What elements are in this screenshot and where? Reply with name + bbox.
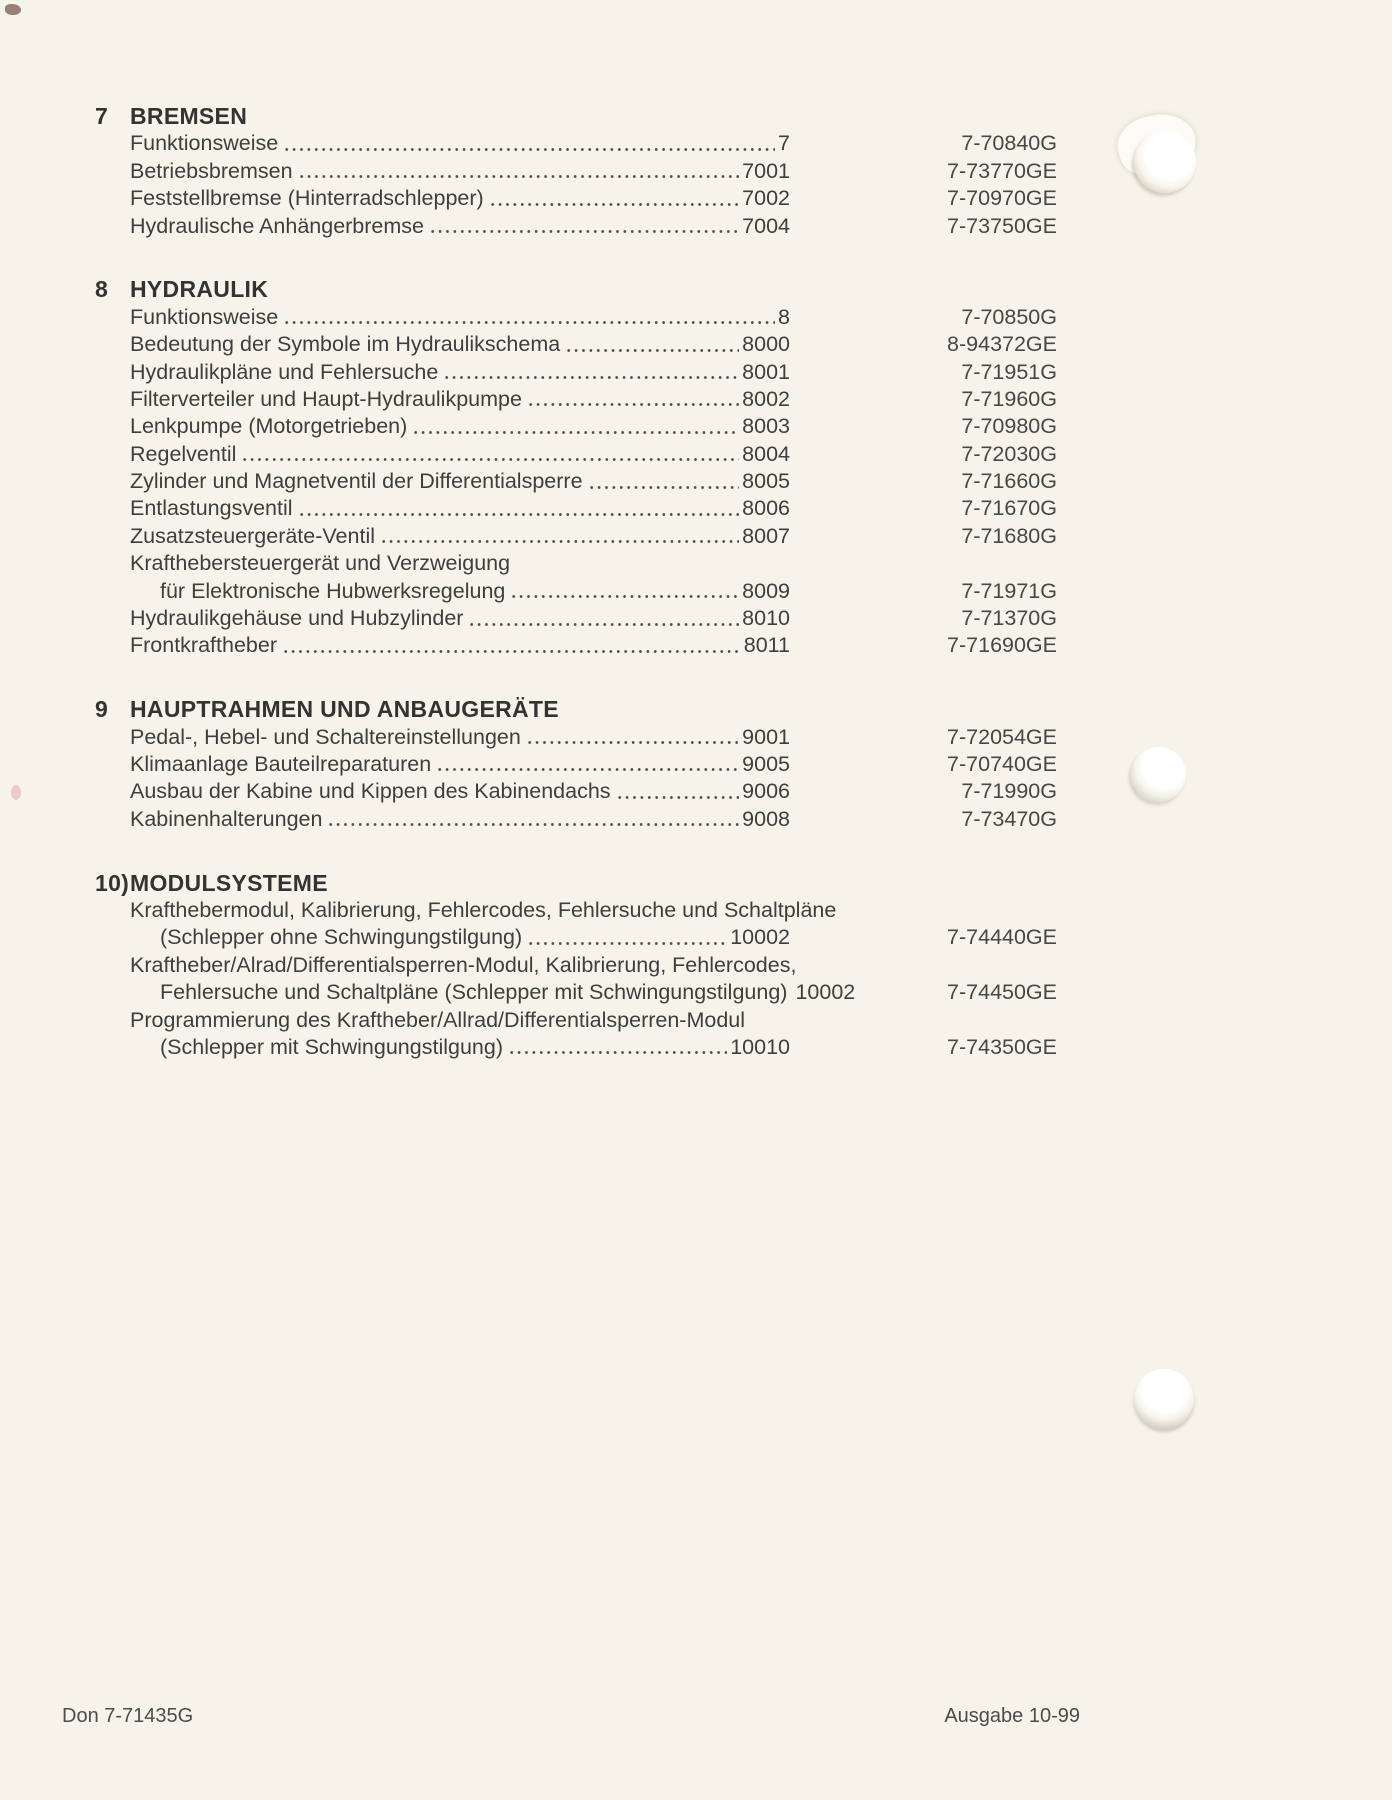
toc-entry-line [95,550,790,577]
entry-title: Hydraulikgehäuse und Hubzylinder [130,606,464,631]
toc-entry-line [95,495,790,522]
toc-row [95,441,1325,468]
entry-doc-code: 7-70850G [961,304,1057,329]
toc-row [95,130,1325,157]
entry-doc-code: 7-71670G [961,496,1057,521]
section-number: 7 [95,103,109,129]
toc-entry-line [95,632,790,659]
entry-doc-code: 7-71370G [961,606,1057,631]
dot-leader [298,158,740,185]
entry-title: Kabinenhalterungen [130,806,323,831]
entry-doc-code: 7-74450GE [947,980,1057,1005]
toc-row [95,468,1325,495]
table-of-contents [95,103,1325,1061]
entry-page-number: 8 [778,304,790,329]
entry-page-number: 8006 [742,496,790,521]
toc-entry-line [95,897,837,924]
entry-title: Betriebsbremsen [130,158,293,183]
entry-title: Filterverteiler und Haupt-Hydraulikpumpe [130,386,522,411]
section-heading [95,276,1325,303]
toc-row [95,924,1325,951]
entry-doc-code: 7-70980G [961,414,1057,439]
toc-row [95,331,1325,358]
entry-page-number: 9005 [742,751,790,776]
entry-page-number: 7002 [742,186,790,211]
entry-page-number: 8011 [743,633,790,658]
entry-doc-code [790,550,1057,577]
entry-doc-code: 7-71680G [961,523,1057,548]
entry-doc-code: 8-94372GE [947,332,1057,357]
entry-doc-code: 7-72030G [961,441,1057,466]
toc-entry-line [95,386,790,413]
toc-entry-line [95,724,790,751]
entry-page-number: 8007 [742,523,790,548]
toc-row [95,495,1325,522]
dot-leader [412,413,739,440]
entry-doc-code: 7-73750GE [947,213,1057,238]
dot-leader [283,304,775,331]
entry-title: Feststellbremse (Hinterradschlepper) [130,186,484,211]
entry-page-number: 7001 [742,158,790,183]
entry-page-number: 8002 [742,386,790,411]
toc-entry-line [95,952,797,979]
entry-page-number: 8005 [742,469,790,494]
dot-leader [429,213,739,240]
entry-title: Hydraulische Anhängerbremse [130,213,424,238]
section-number: 9 [95,696,109,723]
entry-page-number: 8010 [742,606,790,631]
entry-doc-code: 7-71990G [961,779,1057,804]
entry-title: Zylinder und Magnetventil der Differentialsperre [130,469,583,494]
entry-doc-code: 7-71960G [961,386,1057,411]
toc-entry-line [95,441,790,468]
toc-entry-line [95,158,790,185]
section-title: HYDRAULIK [130,276,269,303]
toc-row [95,952,1325,979]
entry-page-number: 7 [778,131,790,156]
entry-title: Krafthebersteuergerät und Verzweigung [130,551,511,576]
entry-title: Hydraulikpläne und Fehlersuche [130,359,439,384]
dot-leader [616,778,740,805]
entry-title: Kraftheber/Alrad/Differentialsperren-Modul, Kalibrierung, Fehlercodes, [130,952,797,977]
entry-title: (Schlepper ohne Schwingungstilgung) [160,925,523,950]
entry-doc-code: 7-70840G [961,131,1057,156]
footer-edition: Ausgabe 10-99 [944,1705,1080,1727]
toc-entry-line [95,130,790,157]
toc-entry-line [95,578,790,605]
page-footer [62,1704,1080,1728]
toc-entry-line [95,331,790,358]
dot-leader [565,331,739,358]
dot-leader [588,468,740,495]
entry-doc-code: 7-71660G [961,469,1057,494]
toc-row [95,304,1325,331]
toc-entry-line [95,979,856,1006]
entry-title: Zusatzsteuergeräte-Ventil [130,523,375,548]
toc-row [95,632,1325,659]
toc-row [95,213,1325,240]
toc-entry-line [95,523,790,550]
section-heading [95,870,1325,897]
toc-entry-line [95,778,790,805]
dot-leader [241,441,739,468]
toc-row [95,578,1325,605]
toc-row [95,386,1325,413]
toc-row [95,1007,1325,1034]
toc-row [95,605,1325,632]
entry-doc-code: 7-70740GE [947,751,1057,776]
entry-title: Bedeutung der Symbole im Hydraulikschema [130,332,561,357]
entry-doc-code: 7-71951G [961,359,1057,384]
section-title: MODULSYSTEME [130,869,328,896]
entry-page-number: 9006 [742,779,790,804]
entry-doc-code: 7-72054GE [947,724,1057,749]
toc-row [95,185,1325,212]
section-heading [95,103,1325,130]
toc-row [95,778,1325,805]
toc-row [95,413,1325,440]
toc-section [95,276,1325,659]
toc-entry-line [95,806,790,833]
dot-leader [327,806,739,833]
entry-doc-code: 7-71690GE [947,633,1057,658]
dot-leader [527,386,739,413]
entry-page-number: 8001 [742,359,790,384]
entry-doc-code: 7-74440GE [947,925,1057,950]
toc-entry-line [95,304,790,331]
toc-row [95,359,1325,386]
toc-row [95,523,1325,550]
dot-leader [526,724,739,751]
dot-leader [282,632,741,659]
section-number: 8 [95,276,109,303]
entry-title: Krafthebermodul, Kalibrierung, Fehlercodes, Fehlersuche und Schaltpläne [130,897,837,922]
toc-row [95,979,1325,1006]
dot-leader [468,605,739,632]
toc-entry-line [95,924,790,951]
entry-title: Entlastungsventil [130,496,293,521]
toc-section [95,103,1325,240]
entry-title: Ausbau der Kabine und Kippen des Kabinendachs [130,779,611,804]
entry-page-number: 7004 [742,213,790,238]
dot-leader [527,924,727,951]
toc-entry-line [95,751,790,778]
entry-doc-code: 7-70970GE [947,186,1057,211]
entry-page-number: 10010 [730,1034,790,1059]
toc-row [95,1034,1325,1061]
entry-page-number: 9001 [742,724,790,749]
toc-row [95,751,1325,778]
entry-page-number: 8003 [742,414,790,439]
scan-artifact [11,785,21,800]
toc-row [95,806,1325,833]
toc-section [95,870,1325,1062]
toc-row [95,724,1325,751]
entry-page-number: 10002 [795,980,856,1005]
section-number: 10) [95,869,130,896]
entry-title: Funktionsweise [130,131,279,156]
entry-doc-code: 7-73770GE [947,158,1057,183]
entry-doc-code [790,1007,1057,1034]
dot-leader [283,130,775,157]
entry-title: Pedal-, Hebel- und Schaltereinstellungen [130,724,521,749]
entry-title: Lenkpumpe (Motorgetrieben) [130,414,408,439]
dot-leader [298,495,740,522]
entry-title: (Schlepper mit Schwingungstilgung) [160,1034,503,1059]
entry-title: Klimaanlage Bauteilreparaturen [130,751,432,776]
toc-row [95,158,1325,185]
footer-doc-number: Don 7-71435G [62,1705,194,1727]
entry-doc-code: 7-74350GE [947,1034,1057,1059]
toc-entry-line [95,213,790,240]
entry-title: Regelventil [130,441,237,466]
entry-doc-code [790,952,1057,979]
entry-title: Funktionsweise [130,304,279,329]
entry-title: Fehlersuche und Schaltpläne (Schlepper mit Schwingungstilgung) [160,980,788,1005]
section-title: BREMSEN [130,103,248,129]
toc-entry-line [95,1034,790,1061]
toc-entry-line [95,413,790,440]
dot-leader [508,1034,727,1061]
toc-entry-line [95,1007,790,1034]
entry-title: Programmierung des Kraftheber/Allrad/Differentialsperren-Modul [130,1007,746,1032]
scan-artifact [5,4,21,15]
entry-doc-code [790,897,1057,924]
entry-page-number: 8004 [742,441,790,466]
toc-row [95,897,1325,924]
toc-section [95,696,1325,833]
toc-row [95,550,1325,577]
toc-entry-line [95,468,790,495]
toc-entry-line [95,605,790,632]
toc-entry-line [95,185,790,212]
dot-leader [443,359,739,386]
dot-leader [380,523,739,550]
dot-leader [436,751,739,778]
entry-doc-code: 7-71971G [961,578,1057,603]
entry-title: für Elektronische Hubwerksregelung [160,578,506,603]
dot-leader [510,578,739,605]
punch-hole-bottom [1134,1369,1194,1429]
entry-page-number: 8000 [742,332,790,357]
entry-page-number: 10002 [730,925,790,950]
entry-doc-code: 7-73470G [961,806,1057,831]
entry-page-number: 8009 [742,578,790,603]
dot-leader [489,185,739,212]
entry-title: Frontkraftheber [130,633,277,658]
section-heading [95,696,1325,723]
entry-page-number: 9008 [742,806,790,831]
section-title: HAUPTRAHMEN UND ANBAUGERÄTE [130,696,559,723]
toc-entry-line [95,359,790,386]
